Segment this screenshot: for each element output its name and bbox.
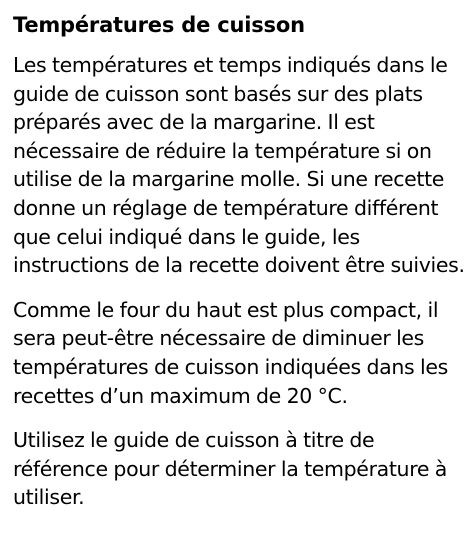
document-page [13,10,468,512]
paragraph-reference: Utilisez le guide de cuisson à titre de référence pour déterminer la température à utiliser. [13,428,447,510]
paragraph-margarine: Les températures et temps indiqués dans le guide de cuisson sont basés sur des plats préparés avec de la margarine. Il est nécessaire de réduire la température si on utilise de la margarine molle. Si une recette donne un réglage de température différent que celui indiqué dans le guide, les instructions de la recette doivent être suivies. [13,53,465,278]
paragraph-upper-oven: Comme le four du haut est plus compact, il sera peut-être nécessaire de diminuer les températures de cuisson indiquées dans les recettes d’un maximum de 20 °C. [13,297,448,408]
section-title: Températures de cuisson [13,13,305,37]
